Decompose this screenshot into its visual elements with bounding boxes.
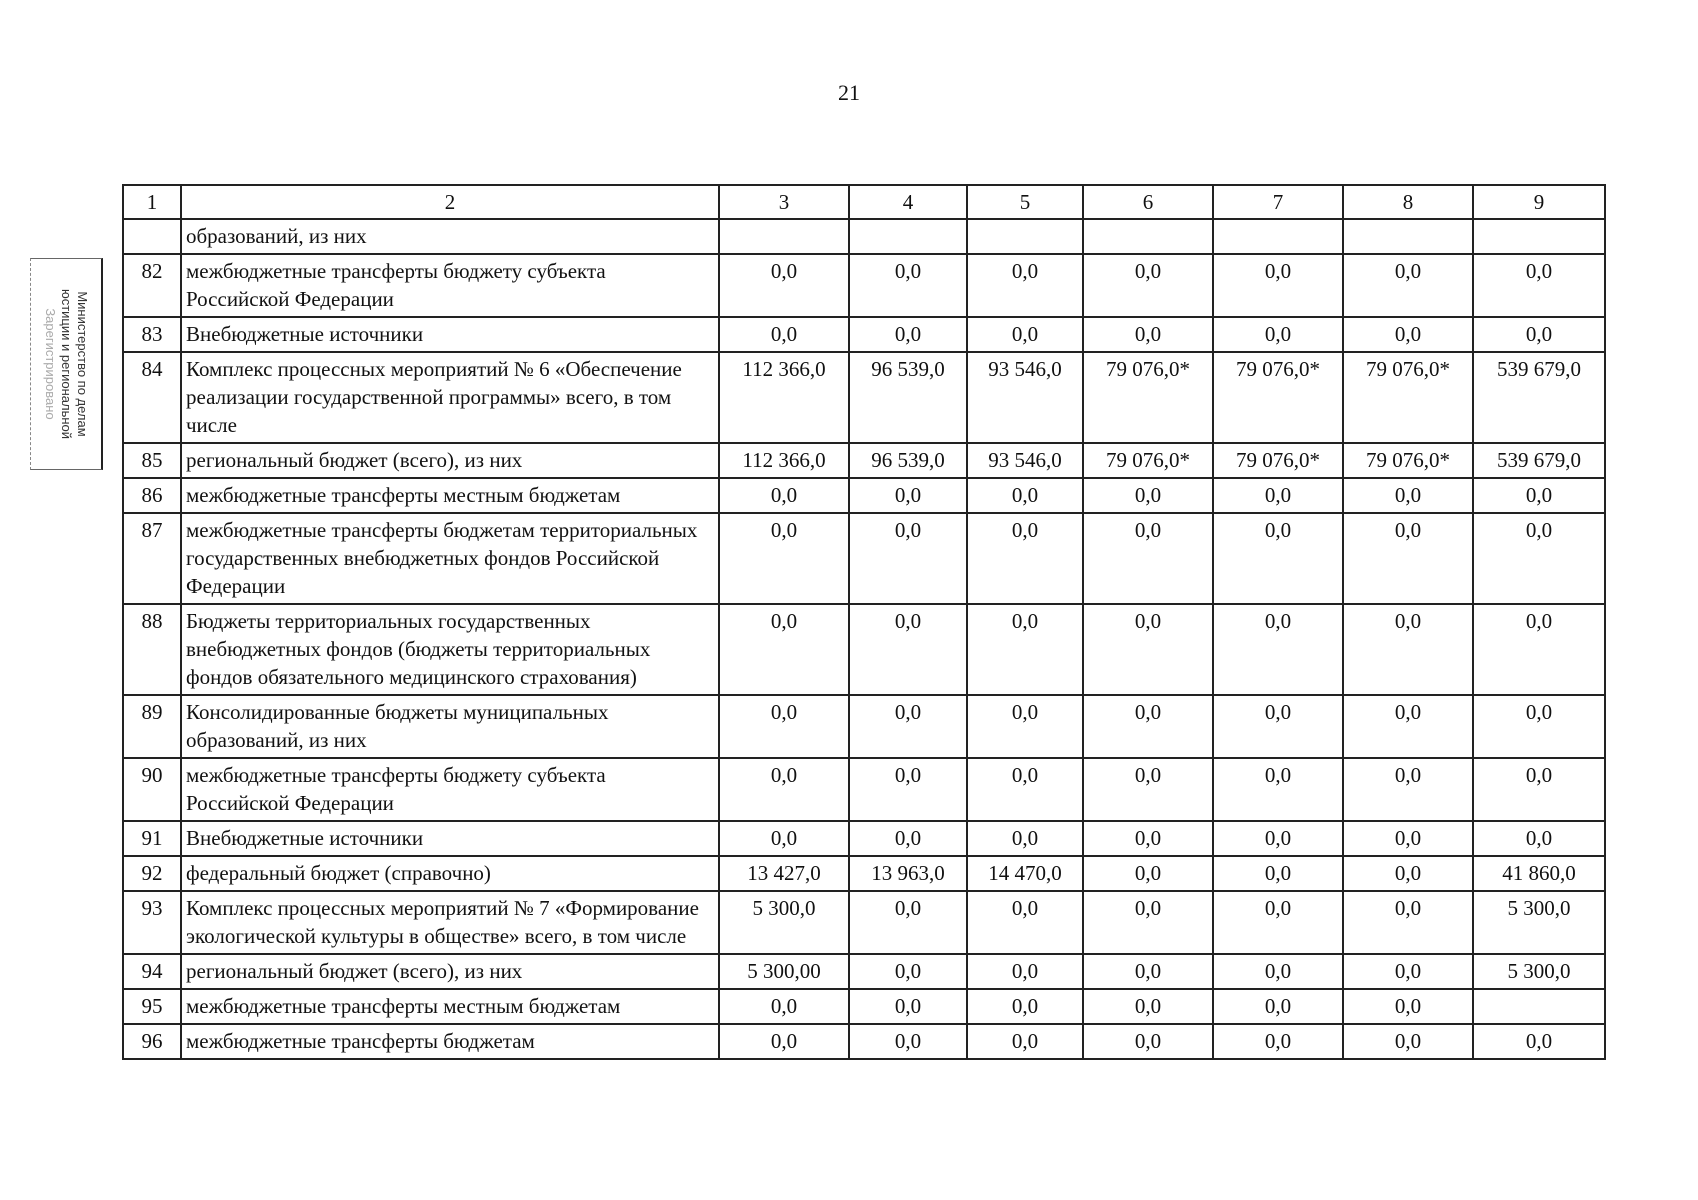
value-cell-col-9: 0,0: [1473, 317, 1605, 352]
value-cell-col-7: 0,0: [1213, 954, 1343, 989]
value-cell-col-4: 0,0: [849, 604, 967, 695]
value-cell-col-5: 0,0: [967, 604, 1083, 695]
value-cell-col-5: 0,0: [967, 513, 1083, 604]
value-cell-col-9: 539 679,0: [1473, 352, 1605, 443]
value-cell-col-9: [1473, 219, 1605, 254]
value-cell-col-4: 0,0: [849, 954, 967, 989]
value-cell-col-3: 112 366,0: [719, 352, 849, 443]
value-cell-col-4: 0,0: [849, 989, 967, 1024]
value-cell-col-6: 0,0: [1083, 856, 1213, 891]
value-cell-col-5: 0,0: [967, 1024, 1083, 1059]
stamp-text: [42, 289, 90, 439]
value-cell-col-3: 0,0: [719, 513, 849, 604]
row-name: Внебюджетные источники: [181, 821, 719, 856]
column-header-4: 4: [849, 185, 967, 219]
row-name: межбюджетные трансферты местным бюджетам: [181, 478, 719, 513]
value-cell-col-4: 96 539,0: [849, 352, 967, 443]
table-row: [123, 317, 1605, 352]
value-cell-col-6: 0,0: [1083, 604, 1213, 695]
value-cell-col-3: 112 366,0: [719, 443, 849, 478]
row-number: 96: [123, 1024, 181, 1059]
value-cell-col-7: 0,0: [1213, 821, 1343, 856]
value-cell-col-6: 0,0: [1083, 954, 1213, 989]
row-name: межбюджетные трансферты бюджетам: [181, 1024, 719, 1059]
value-cell-col-9: 0,0: [1473, 478, 1605, 513]
value-cell-col-3: 13 427,0: [719, 856, 849, 891]
row-number: 92: [123, 856, 181, 891]
row-number: [123, 219, 181, 254]
value-cell-col-9: 539 679,0: [1473, 443, 1605, 478]
value-cell-col-4: 13 963,0: [849, 856, 967, 891]
value-cell-col-9: 0,0: [1473, 758, 1605, 821]
value-cell-col-6: 0,0: [1083, 695, 1213, 758]
column-header-1: 1: [123, 185, 181, 219]
value-cell-col-8: 0,0: [1343, 954, 1473, 989]
value-cell-col-7: 0,0: [1213, 254, 1343, 317]
value-cell-col-5: 93 546,0: [967, 352, 1083, 443]
row-number: 91: [123, 821, 181, 856]
stamp-line-2: юстиции и региональной: [59, 288, 74, 440]
value-cell-col-7: 0,0: [1213, 891, 1343, 954]
value-cell-col-4: 0,0: [849, 513, 967, 604]
value-cell-col-4: 0,0: [849, 695, 967, 758]
value-cell-col-8: 0,0: [1343, 317, 1473, 352]
table-row: [123, 219, 1605, 254]
header-row: [123, 185, 1605, 219]
value-cell-col-9: 0,0: [1473, 821, 1605, 856]
table-body: [123, 185, 1605, 1059]
row-name: межбюджетные трансферты бюджету субъекта Российской Федерации: [181, 758, 719, 821]
value-cell-col-5: 14 470,0: [967, 856, 1083, 891]
registration-stamp: [30, 258, 103, 470]
value-cell-col-6: 0,0: [1083, 317, 1213, 352]
stamp-line-3: Зарегистрировано: [43, 308, 58, 420]
value-cell-col-4: 0,0: [849, 891, 967, 954]
table-row: [123, 695, 1605, 758]
value-cell-col-6: 0,0: [1083, 478, 1213, 513]
value-cell-col-6: 0,0: [1083, 758, 1213, 821]
table-row: [123, 352, 1605, 443]
value-cell-col-8: 0,0: [1343, 604, 1473, 695]
value-cell-col-3: 0,0: [719, 758, 849, 821]
value-cell-col-5: 0,0: [967, 254, 1083, 317]
row-number: 83: [123, 317, 181, 352]
value-cell-col-3: 0,0: [719, 989, 849, 1024]
value-cell-col-7: [1213, 219, 1343, 254]
row-name: региональный бюджет (всего), из них: [181, 443, 719, 478]
value-cell-col-8: 79 076,0*: [1343, 443, 1473, 478]
value-cell-col-6: 0,0: [1083, 513, 1213, 604]
value-cell-col-7: 79 076,0*: [1213, 352, 1343, 443]
value-cell-col-5: 0,0: [967, 954, 1083, 989]
value-cell-col-8: 0,0: [1343, 989, 1473, 1024]
value-cell-col-4: 0,0: [849, 758, 967, 821]
value-cell-col-3: 0,0: [719, 821, 849, 856]
column-header-7: 7: [1213, 185, 1343, 219]
table-row: [123, 513, 1605, 604]
value-cell-col-4: 0,0: [849, 1024, 967, 1059]
value-cell-col-9: 41 860,0: [1473, 856, 1605, 891]
column-header-2: 2: [181, 185, 719, 219]
row-number: 93: [123, 891, 181, 954]
value-cell-col-8: 0,0: [1343, 695, 1473, 758]
value-cell-col-8: [1343, 219, 1473, 254]
row-name: Внебюджетные источники: [181, 317, 719, 352]
row-name: образований, из них: [181, 219, 719, 254]
value-cell-col-4: 0,0: [849, 317, 967, 352]
value-cell-col-8: 0,0: [1343, 821, 1473, 856]
value-cell-col-6: 79 076,0*: [1083, 352, 1213, 443]
value-cell-col-6: 0,0: [1083, 891, 1213, 954]
column-header-3: 3: [719, 185, 849, 219]
row-name: Комплекс процессных мероприятий № 7 «Формирование экологической культуры в обществе» всего, в том числе: [181, 891, 719, 954]
value-cell-col-6: 0,0: [1083, 989, 1213, 1024]
value-cell-col-6: 0,0: [1083, 821, 1213, 856]
value-cell-col-5: 0,0: [967, 695, 1083, 758]
value-cell-col-5: 0,0: [967, 821, 1083, 856]
row-number: 86: [123, 478, 181, 513]
value-cell-col-3: 0,0: [719, 317, 849, 352]
value-cell-col-7: 0,0: [1213, 758, 1343, 821]
value-cell-col-6: 79 076,0*: [1083, 443, 1213, 478]
row-name: Комплекс процессных мероприятий № 6 «Обеспечение реализации государственной программы» всего, в том числе: [181, 352, 719, 443]
value-cell-col-4: 0,0: [849, 254, 967, 317]
page-number: 21: [838, 80, 860, 105]
stamp-line-1: Министерство по делам: [75, 291, 90, 437]
table-row: [123, 604, 1605, 695]
value-cell-col-3: 0,0: [719, 695, 849, 758]
value-cell-col-8: 0,0: [1343, 758, 1473, 821]
value-cell-col-5: 0,0: [967, 891, 1083, 954]
row-number: 82: [123, 254, 181, 317]
value-cell-col-3: 0,0: [719, 478, 849, 513]
value-cell-col-6: [1083, 219, 1213, 254]
table-row: [123, 954, 1605, 989]
value-cell-col-9: [1473, 989, 1605, 1024]
value-cell-col-8: 79 076,0*: [1343, 352, 1473, 443]
value-cell-col-8: 0,0: [1343, 1024, 1473, 1059]
table-row: [123, 856, 1605, 891]
value-cell-col-7: 0,0: [1213, 1024, 1343, 1059]
value-cell-col-8: 0,0: [1343, 513, 1473, 604]
budget-table: [122, 184, 1606, 1060]
row-number: 87: [123, 513, 181, 604]
row-name: региональный бюджет (всего), из них: [181, 954, 719, 989]
column-header-5: 5: [967, 185, 1083, 219]
row-number: 85: [123, 443, 181, 478]
row-number: 95: [123, 989, 181, 1024]
value-cell-col-9: 0,0: [1473, 1024, 1605, 1059]
value-cell-col-3: 5 300,00: [719, 954, 849, 989]
value-cell-col-5: 0,0: [967, 478, 1083, 513]
row-number: 89: [123, 695, 181, 758]
table-row: [123, 478, 1605, 513]
table-row: [123, 891, 1605, 954]
column-header-6: 6: [1083, 185, 1213, 219]
value-cell-col-3: 0,0: [719, 1024, 849, 1059]
row-number: 88: [123, 604, 181, 695]
value-cell-col-7: 0,0: [1213, 478, 1343, 513]
table-row: [123, 989, 1605, 1024]
value-cell-col-8: 0,0: [1343, 856, 1473, 891]
row-name: Бюджеты территориальных государственных внебюджетных фондов (бюджеты территориальных фондов обязательного медицинского страхования): [181, 604, 719, 695]
value-cell-col-4: 96 539,0: [849, 443, 967, 478]
table-row: [123, 821, 1605, 856]
value-cell-col-3: [719, 219, 849, 254]
row-name: Консолидированные бюджеты муниципальных образований, из них: [181, 695, 719, 758]
value-cell-col-5: 0,0: [967, 317, 1083, 352]
row-name: межбюджетные трансферты бюджету субъекта Российской Федерации: [181, 254, 719, 317]
value-cell-col-4: 0,0: [849, 478, 967, 513]
value-cell-col-7: 79 076,0*: [1213, 443, 1343, 478]
value-cell-col-5: 93 546,0: [967, 443, 1083, 478]
value-cell-col-9: 0,0: [1473, 513, 1605, 604]
value-cell-col-3: 5 300,0: [719, 891, 849, 954]
value-cell-col-7: 0,0: [1213, 317, 1343, 352]
table-row: [123, 1024, 1605, 1059]
value-cell-col-8: 0,0: [1343, 254, 1473, 317]
value-cell-col-9: 0,0: [1473, 604, 1605, 695]
value-cell-col-7: 0,0: [1213, 695, 1343, 758]
value-cell-col-8: 0,0: [1343, 478, 1473, 513]
row-number: 90: [123, 758, 181, 821]
value-cell-col-4: 0,0: [849, 821, 967, 856]
column-header-9: 9: [1473, 185, 1605, 219]
row-number: 84: [123, 352, 181, 443]
row-name: федеральный бюджет (справочно): [181, 856, 719, 891]
value-cell-col-5: 0,0: [967, 989, 1083, 1024]
value-cell-col-7: 0,0: [1213, 989, 1343, 1024]
row-name: межбюджетные трансферты местным бюджетам: [181, 989, 719, 1024]
value-cell-col-3: 0,0: [719, 604, 849, 695]
table-row: [123, 758, 1605, 821]
column-header-8: 8: [1343, 185, 1473, 219]
value-cell-col-7: 0,0: [1213, 604, 1343, 695]
value-cell-col-9: 0,0: [1473, 695, 1605, 758]
value-cell-col-6: 0,0: [1083, 1024, 1213, 1059]
value-cell-col-5: 0,0: [967, 758, 1083, 821]
value-cell-col-9: 0,0: [1473, 254, 1605, 317]
value-cell-col-7: 0,0: [1213, 856, 1343, 891]
row-number: 94: [123, 954, 181, 989]
value-cell-col-9: 5 300,0: [1473, 891, 1605, 954]
value-cell-col-4: [849, 219, 967, 254]
value-cell-col-7: 0,0: [1213, 513, 1343, 604]
value-cell-col-6: 0,0: [1083, 254, 1213, 317]
table-row: [123, 443, 1605, 478]
value-cell-col-5: [967, 219, 1083, 254]
row-name: межбюджетные трансферты бюджетам территориальных государственных внебюджетных фондов Российской Федерации: [181, 513, 719, 604]
value-cell-col-9: 5 300,0: [1473, 954, 1605, 989]
value-cell-col-3: 0,0: [719, 254, 849, 317]
value-cell-col-8: 0,0: [1343, 891, 1473, 954]
table-row: [123, 254, 1605, 317]
